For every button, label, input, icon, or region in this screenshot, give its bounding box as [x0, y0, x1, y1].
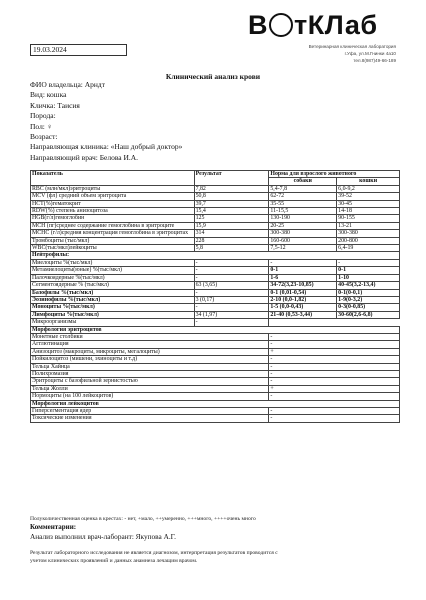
disclaimer-line-1: Результат лабораторного исследования не является диагнозом, интерпретация результатов проводится с	[30, 550, 278, 556]
owner-name: ФИО владельца: Арндт	[30, 80, 106, 89]
breed: Порода:	[30, 111, 56, 121]
section-rbc-morphology: Морфология эритроцитов	[31, 326, 400, 333]
table-row: WBC(тыс/мкл)лейкоциты 5,8 7,5-12 6,4-19	[31, 245, 400, 252]
table-row: Тельца Жолли +	[31, 385, 400, 392]
table-row: Полихромазия -	[31, 370, 400, 377]
table-row: Эритроциты с базофильной зернистостью -	[31, 378, 400, 385]
table-row: Палочкоядерные %(тыс/мкл) - 1-6 1-10	[31, 274, 400, 281]
table-row: Базофилы %(тыс/мкл) - 0-1 (0,01-0,54) 0-1(0-0,1)	[31, 289, 400, 296]
sex: Пол: ♀	[30, 121, 53, 131]
clinic-line-1: Ветеринарная клиническая лаборатория	[308, 44, 396, 49]
table-row: Миелоциты %(тыс/мкл) - - -	[31, 259, 400, 266]
disclaimer-line-2: учетом клинических проявлений и данных анамнеза лечащим врачом.	[30, 558, 198, 564]
section-neutrophils: Нейтрофилы:	[31, 252, 400, 259]
lab-logo: В тКЛаб	[248, 10, 378, 40]
referring-doctor: Направляющий врач: Белова И.А.	[30, 152, 139, 162]
table-row: Пойкилоцитоз (мишени, эхиноциты и т.д) -	[31, 356, 400, 363]
table-row: MCV (фл) средний объем эритроцита 50,8 62-72 39-52	[31, 193, 400, 200]
table-row: HCT(%)гематокрит 39,7 35-55 30-45	[31, 200, 400, 207]
section-wbc-morphology: Морфология лейкоцитов	[31, 400, 400, 407]
table-row: Гиперсегментация ядер -	[31, 408, 400, 415]
species: Вид: кошка	[30, 90, 67, 100]
clinic-line-2: г.Уфа, ул.М.Гнинки 4а10	[344, 51, 396, 56]
table-row: Токсические изменения -	[31, 415, 400, 422]
scale-note: Полуколичественная оценка в крестах: - нет, +мало, ++умеренно, +++много, ++++очень много	[30, 516, 256, 522]
table-row: MCHC (г/л)средняя концентрация гемоглобина в эритроцитах 314 300-380 300-380	[31, 230, 400, 237]
referring-clinic: Направляющая клиника: «Наш добрый доктор»	[30, 142, 183, 152]
table-row: Эозинофилы %(тыс/мкл) 3 (0,17) 2-10 (0,0-1,82) 1-9(0-3,2)	[31, 296, 400, 303]
table-row: Тромбоциты (тыс/мкл) 228 160-600 200-800	[31, 237, 400, 244]
pet-name: Кличка: Таисия	[30, 100, 80, 110]
doctor-signature-line: Анализ выполнил врач-лаборант: Якупова А.Г.	[30, 532, 176, 541]
report-date: 19.03.2024	[33, 45, 67, 54]
table-row: Агглютинация -	[31, 341, 400, 348]
table-row: MCH (пг)среднее содержание гемоглобина в эритроците 15,9 20-25 13-21	[31, 222, 400, 229]
table-row: Лимфоциты %(тыс/мкл) 34 (1,97) 21-40 (0,53-3,44) 30-60(2,6-6,8)	[31, 311, 400, 318]
patient-info	[30, 80, 182, 163]
age: Возраст:	[30, 132, 58, 142]
table-row: HGB(г/л)гемоглобин 125 130-190 90-155	[31, 215, 400, 222]
table-row: Моноциты %(тыс/мкл) - 1-5 (0,0-0,43) 0-3(0-0,85)	[31, 304, 400, 311]
table-row: Микроорганизмы -	[31, 319, 400, 326]
table-row: Метамиелоциты(юные) %(тыс/мкл) - 0-1 0-1	[31, 267, 400, 274]
table-row: Тельца Хайнца -	[31, 363, 400, 370]
results-table: Показатель Результат Норма для взрослого животного собаки кошки RBC (млн/мкл)эритроциты 7,82 5,4-7,8 6,0-9,2 MCV (фл) средний объем эритроцита 50,8 62-72 39-52 HCT(%)гематокрит 39,7 35-55 30-45 RDW(%) степень анизоцитоза 15,4 11-15,5 14-18 HGB(г/л)гемоглобин 125 130-190 90-155 MCH (пг)среднее содержание гемоглобина в эритроците 15,9 20-25 13-21 MCHC (г/л)средняя концентрация гемоглобина в эритроцитах 314 300-380 300-380 Тромбоциты (тыс/мкл) 228 160-600 200-800 WBC(тыс/мкл)лейкоциты 5,8 7,5-12 6,4-19 Нейтрофилы: Миелоциты %(тыс/мкл) - - - Метамиелоциты(юные) %(тыс/мкл) - 0-1 0-1 Палочкоядерные %(тыс/мкл) - 1-6 1-10 Сегментоядерные % (тыс/мкл) 63 (3,65) 34-72(3,23-10,85) 40-45(3,2-13,4) Базофилы %(тыс/мкл) - 0-1 (0,01-0,54) 0-1(0-0,1) Эозинофилы %(тыс/мкл) 3 (0,17) 2-10 (0,0-1,82) 1-9(0-3,2) Моноциты %(тыс/мкл) - 1-5 (0,0-0,43) 0-3(0-0,85) Лимфоциты %(тыс/мкл) 34 (1,97) 21-40 (0,53-3,44) 30-60(2,6-6,8) Микроорганизмы - Морфология эритроцитов Монетные столбики - Агглютинация - Анизоцитоз (макроциты, микроциты, мегалоциты) + Пойкилоцитоз (мишени, эхиноциты и т.д) - Тельца Хайнца - Полихромазия - Эритроциты с базофильной зернистостью - Тельца Жолли + Нормоциты (на 100 лейкоцитов) - Морфология лейкоцитов Гиперсегментация ядер - Токсические изменения -	[30, 170, 400, 423]
table-row: RDW(%) степень анизоцитоза 15,4 11-15,5 14-18	[31, 208, 400, 215]
paw-icon	[269, 13, 293, 37]
table-row: Нормоциты (на 100 лейкоцитов) -	[31, 393, 400, 400]
table-row: Сегментоядерные % (тыс/мкл) 63 (3,65) 34-72(3,23-10,85) 40-45(3,2-13,4)	[31, 282, 400, 289]
comments-label: Комментарии:	[30, 523, 77, 531]
table-row: Монетные столбики -	[31, 333, 400, 340]
table-header: Показатель Результат Норма для взрослого животного	[31, 171, 400, 178]
date-box	[30, 44, 127, 56]
page-title: Клинический анализ крови	[165, 72, 261, 81]
table-row: Анизоцитоз (макроциты, микроциты, мегалоциты) +	[31, 348, 400, 355]
clinic-line-3: тел.8(987)49-66-189	[353, 58, 396, 63]
table-row: RBC (млн/мкл)эритроциты 7,82 5,4-7,8 6,0-9,2	[31, 185, 400, 192]
